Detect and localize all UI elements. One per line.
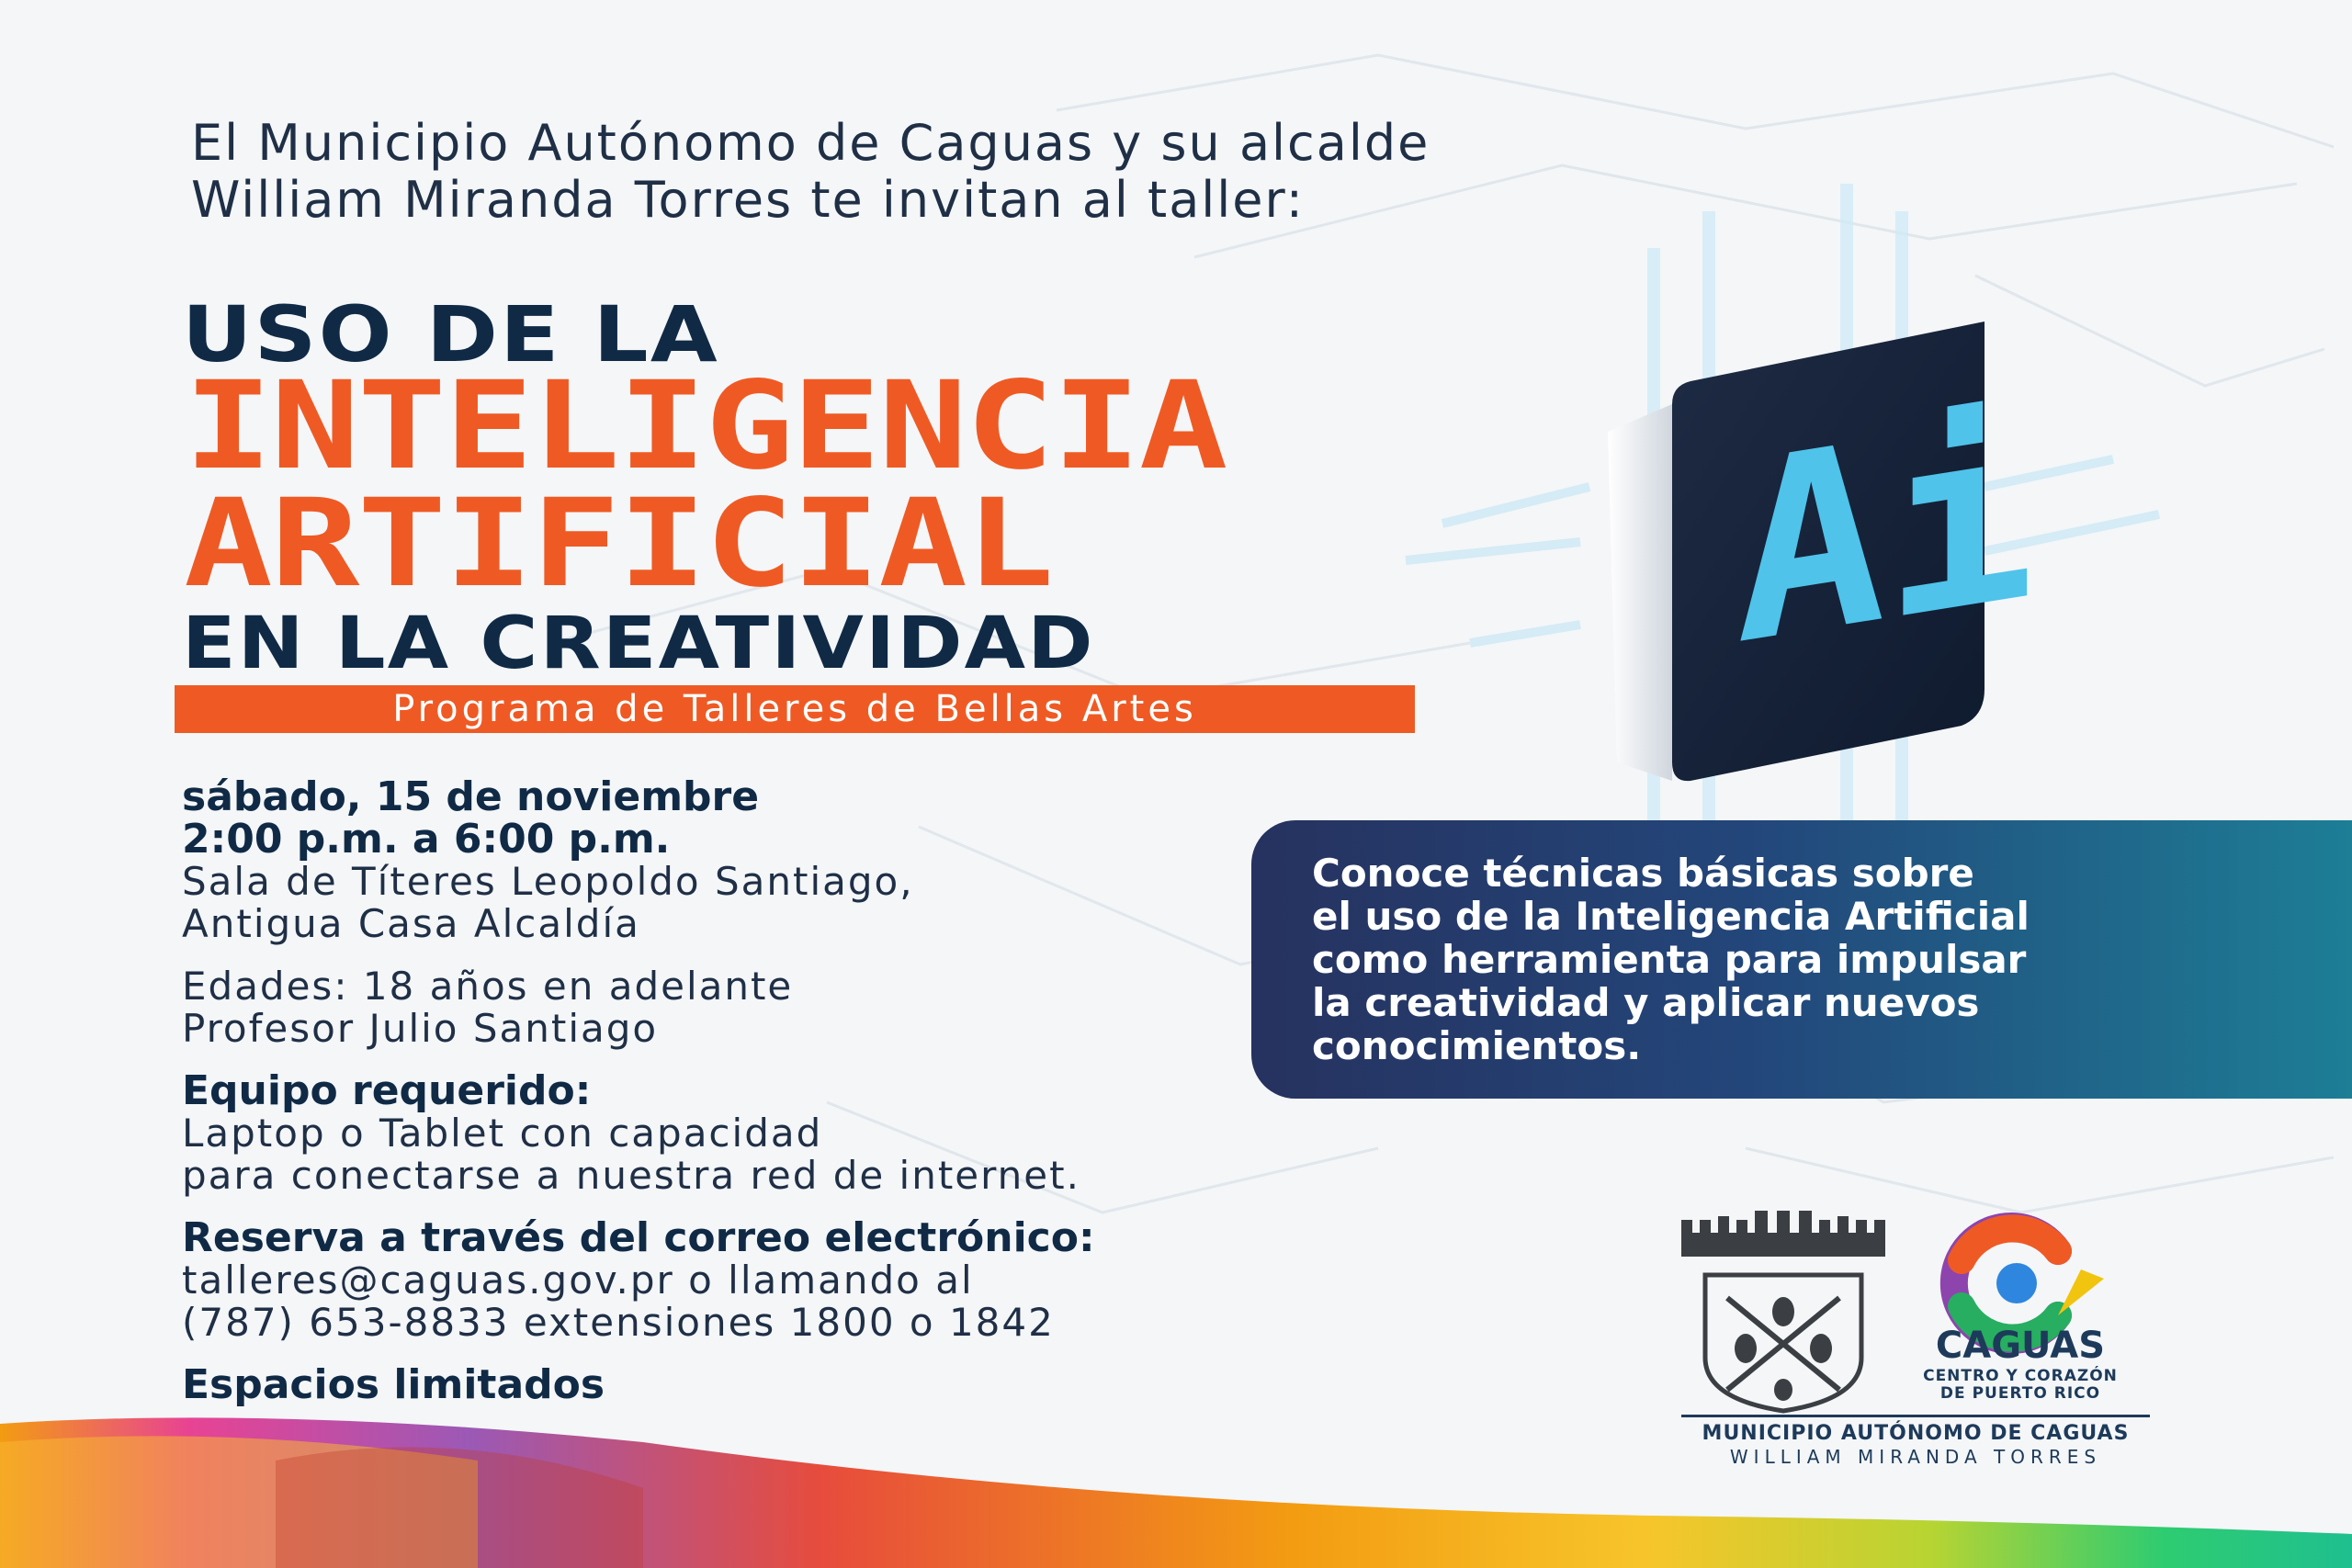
intro-line-1: El Municipio Autónomo de Caguas y su alcalde [191, 114, 1430, 172]
info-line-3: como herramienta para impulsar [1312, 937, 2027, 982]
bottom-color-wave [0, 1405, 2352, 1568]
reserve-phone-line: (787) 653-8833 extensiones 1800 o 1842 [182, 1300, 1055, 1345]
title-line-1: USO DE LA [182, 289, 719, 379]
ai-chip-icon [1553, 175, 2036, 799]
equipment-line-2: para conectarse a nuestra red de internet. [182, 1153, 1080, 1198]
chip-label: Ai [1736, 365, 2036, 701]
event-details [182, 773, 1095, 1408]
caguas-tagline-1: CENTRO Y CORAZÓN [1923, 1367, 2118, 1385]
equipment-line-1: Laptop o Tablet con capacidad [182, 1111, 823, 1156]
municipality-name: MUNICIPIO AUTÓNOMO DE CAGUAS [1702, 1422, 2130, 1445]
event-professor: Profesor Julio Santiago [182, 1006, 659, 1051]
event-time: 2:00 p.m. a 6:00 p.m. [182, 816, 671, 863]
info-box [1251, 820, 2352, 1099]
info-line-4: la creatividad y aplicar nuevos [1312, 980, 1980, 1025]
caguas-brand-name: CAGUAS [1935, 1325, 2106, 1367]
program-banner: Programa de Talleres de Bellas Artes [175, 685, 1415, 733]
caguas-seal-icon [1681, 1211, 1885, 1413]
caguas-c-logo-icon [1920, 1214, 2113, 1343]
title-line-3: ARTIFICIAL [184, 473, 1053, 615]
intro-text [191, 115, 1430, 229]
event-venue-2: Antigua Casa Alcaldía [182, 901, 640, 946]
limited-spaces: Espacios limitados [182, 1361, 605, 1408]
reserve-email-line: talleres@caguas.gov.pr o llamando al [182, 1258, 974, 1303]
event-ages: Edades: 18 años en adelante [182, 964, 794, 1009]
title-ai [184, 355, 1227, 615]
event-date: sábado, 15 de noviembre [182, 773, 760, 820]
intro-line-2: William Miranda Torres te invitan al taller: [191, 171, 1305, 229]
info-line-1: Conoce técnicas básicas sobre [1312, 851, 1974, 896]
reserve-heading: Reserva a través del correo electrónico: [182, 1214, 1095, 1261]
info-line-5: conocimientos. [1312, 1023, 1642, 1068]
title-line-4: EN LA CREATIVIDAD [182, 603, 1095, 685]
event-venue-1: Sala de Títeres Leopoldo Santiago, [182, 859, 914, 904]
equipment-heading: Equipo requerido: [182, 1067, 592, 1114]
mayor-name: WILLIAM MIRANDA TORRES [1729, 1446, 2102, 1468]
caguas-tagline-2: DE PUERTO RICO [1939, 1384, 2101, 1403]
title-line-2: INTELIGENCIA [184, 355, 1227, 497]
info-line-2: el uso de la Inteligencia Artificial [1312, 894, 2030, 939]
